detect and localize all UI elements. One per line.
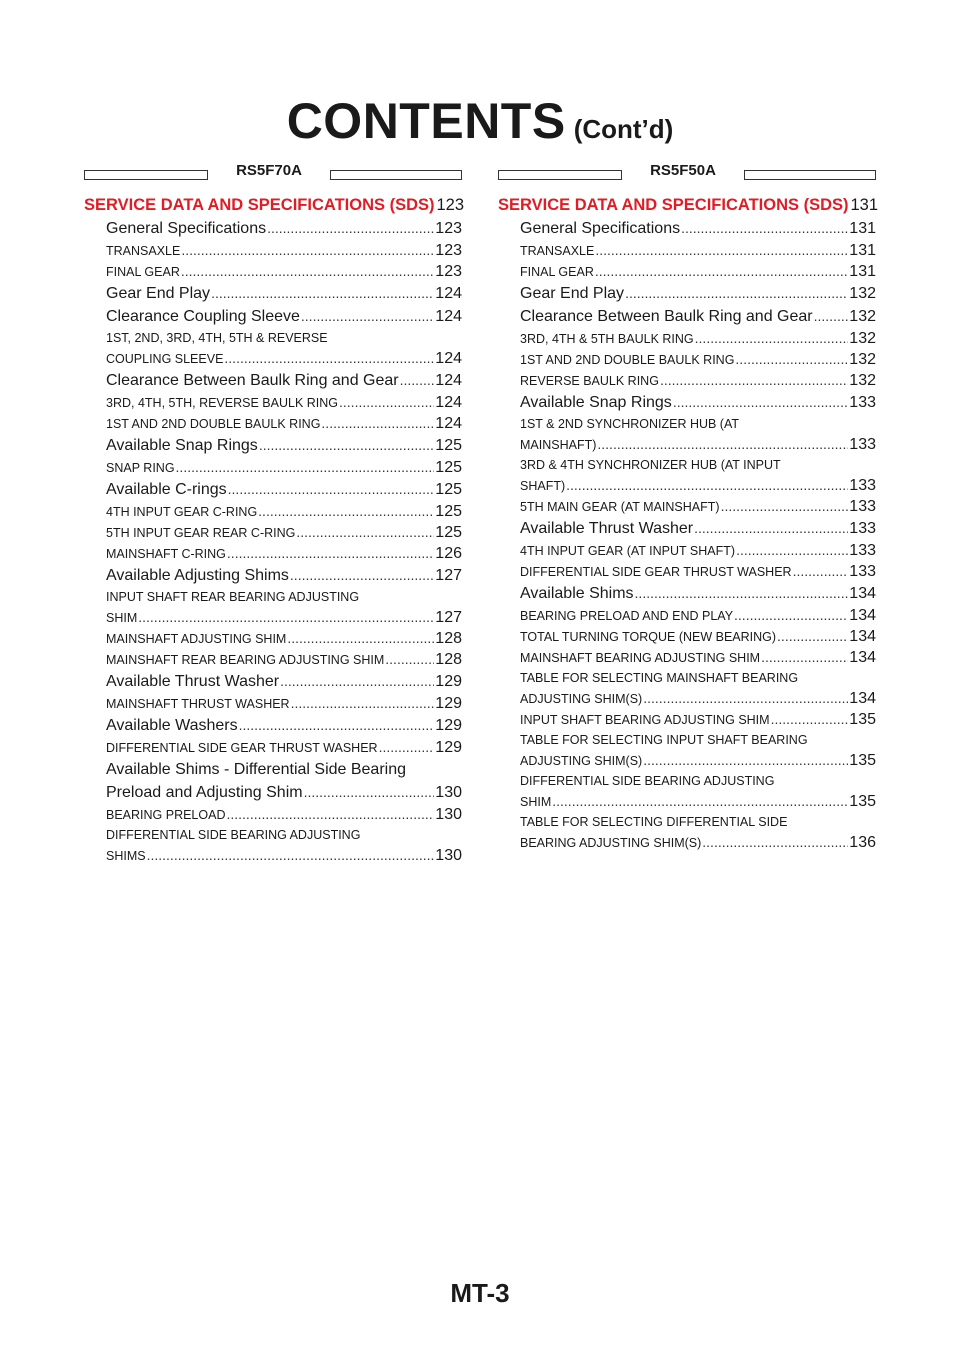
toc-entry[interactable] — [84, 693, 462, 714]
dot-leader — [635, 582, 849, 605]
toc-entry-title: BEARING PRELOAD — [106, 808, 226, 822]
toc-entry-title: SHIMS — [106, 849, 146, 863]
toc-entry-title: TRANSAXLE — [520, 244, 595, 258]
toc-entry-page: 133 — [849, 520, 876, 537]
toc-entry[interactable] — [498, 282, 876, 305]
dot-leader — [595, 240, 848, 260]
toc-entry-title: 3RD, 4TH & 5TH BAULK RING — [520, 332, 694, 346]
toc-entry-title: SERVICE DATA AND SPECIFICATIONS (SDS) — [84, 196, 435, 214]
dot-leader — [296, 522, 434, 542]
toc-entry[interactable] — [498, 305, 876, 328]
toc-entry-title: MAINSHAFT BEARING ADJUSTING SHIM — [520, 651, 761, 665]
dot-leader — [301, 305, 434, 328]
dot-leader — [702, 832, 848, 852]
toc-entry-title: 5TH INPUT GEAR REAR C-RING — [106, 526, 296, 540]
toc-entry-page: 133 — [849, 498, 876, 515]
dot-leader — [771, 709, 849, 729]
toc-entry-title: Clearance Coupling Sleeve — [106, 308, 300, 325]
toc-entry-page: 132 — [849, 372, 876, 389]
toc-entry[interactable] — [84, 804, 462, 825]
toc-entry-title: TOTAL TURNING TORQUE (NEW BEARING) — [520, 630, 777, 644]
dot-leader — [734, 605, 848, 625]
toc-entry-page: 130 — [435, 806, 462, 823]
dot-leader — [304, 781, 435, 804]
toc-entry-page: 135 — [849, 711, 876, 728]
dot-leader — [379, 737, 435, 757]
dot-leader — [681, 217, 848, 240]
page-title — [0, 92, 960, 150]
dot-leader — [566, 475, 848, 495]
toc-entry-continued-text: DIFFERENTIAL SIDE BEARING ADJUSTING — [106, 828, 361, 842]
toc-entry[interactable] — [84, 282, 462, 305]
header-bar-left — [498, 170, 622, 180]
toc-entry-page: 123 — [435, 242, 462, 259]
toc-entry-page: 132 — [849, 308, 876, 325]
toc-entry[interactable] — [498, 647, 876, 668]
toc-entry[interactable] — [84, 781, 462, 804]
dot-leader — [643, 688, 848, 708]
dot-leader — [625, 282, 848, 305]
dot-leader — [147, 845, 435, 865]
toc-entry-continued-text: TABLE FOR SELECTING MAINSHAFT BEARING — [520, 671, 799, 685]
toc-entry-page: 124 — [435, 394, 462, 411]
toc-entry[interactable] — [498, 750, 876, 771]
toc-entry[interactable] — [84, 501, 462, 522]
toc-entry[interactable] — [498, 434, 876, 455]
toc-entry[interactable] — [84, 522, 462, 543]
toc-entry[interactable] — [498, 370, 876, 391]
toc-entry-page: 130 — [435, 784, 462, 801]
toc-entry[interactable] — [498, 217, 876, 240]
dot-leader — [736, 540, 848, 560]
dot-leader — [176, 457, 435, 477]
dot-leader — [239, 714, 435, 737]
toc-entry-continued-text: TABLE FOR SELECTING INPUT SHAFT BEARING — [520, 733, 808, 747]
toc-entry-page: 129 — [435, 695, 462, 712]
toc-entry-page: 123 — [435, 220, 462, 237]
toc-entry-title: MAINSHAFT REAR BEARING ADJUSTING SHIM — [106, 653, 385, 667]
toc-entry-title: SHIM — [520, 795, 552, 809]
dot-leader — [181, 240, 434, 260]
toc-entry[interactable] — [498, 582, 876, 605]
toc-entry[interactable] — [498, 832, 876, 853]
dot-leader — [673, 391, 848, 414]
toc-entry-title: Gear End Play — [106, 285, 211, 302]
toc-entry-page: 132 — [849, 351, 876, 368]
toc-entry[interactable] — [84, 649, 462, 670]
toc-entry-page: 125 — [435, 524, 462, 541]
toc-entry-continued-text: 1ST, 2ND, 3RD, 4TH, 5TH & REVERSE — [106, 331, 328, 345]
toc-entry-title: Available Shims — [520, 585, 634, 602]
toc-entry-page: 123 — [436, 196, 465, 214]
toc-entry[interactable] — [498, 605, 876, 626]
toc-entry-title: DIFFERENTIAL SIDE GEAR THRUST WASHER — [106, 741, 378, 755]
dot-leader — [290, 564, 434, 587]
toc-entry-title: REVERSE BAULK RING — [520, 374, 659, 388]
toc-entry[interactable] — [84, 670, 462, 693]
dot-leader — [181, 261, 434, 281]
section-header-left — [84, 160, 462, 184]
toc-entry-title: ADJUSTING SHIM(S) — [520, 754, 643, 768]
toc-entry-title: MAINSHAFT THRUST WASHER — [106, 697, 290, 711]
toc-entry-title: 3RD, 4TH, 5TH, REVERSE BAULK RING — [106, 396, 339, 410]
toc-column-right — [498, 160, 879, 853]
toc-entry-page: 129 — [435, 739, 462, 756]
toc-entry-title: Available C-rings — [106, 481, 227, 498]
toc-entry-title: COUPLING SLEEVE — [106, 352, 224, 366]
toc-entry-title: 1ST AND 2ND DOUBLE BAULK RING — [520, 353, 735, 367]
dot-leader — [138, 607, 434, 627]
toc-entry-continued-text: INPUT SHAFT REAR BEARING ADJUSTING — [106, 590, 360, 604]
toc-entry-page: 128 — [435, 630, 462, 647]
section-header-right — [498, 160, 876, 184]
toc-entry-continued-text: Available Shims - Differential Side Bearing — [106, 761, 407, 778]
dot-leader — [735, 349, 848, 369]
toc-entry-page: 134 — [849, 585, 876, 602]
toc-entry[interactable] — [84, 217, 462, 240]
toc-entry-page: 124 — [435, 285, 462, 302]
dot-leader — [400, 369, 435, 392]
dot-leader — [287, 628, 434, 648]
toc-entry-page: 124 — [435, 308, 462, 325]
dot-leader — [793, 561, 849, 581]
toc-entries-left — [84, 194, 465, 866]
toc-column-left — [84, 160, 465, 866]
toc-entry[interactable] — [498, 240, 876, 261]
toc-entry-page: 128 — [435, 651, 462, 668]
dot-leader — [259, 434, 434, 457]
toc-entry-page: 124 — [435, 350, 462, 367]
toc-entry-page: 133 — [849, 436, 876, 453]
toc-entry-title: BEARING PRELOAD AND END PLAY — [520, 609, 734, 623]
toc-entry-title: MAINSHAFT C-RING — [106, 547, 226, 561]
toc-entry-title: General Specifications — [520, 220, 681, 237]
toc-entry[interactable] — [498, 709, 876, 730]
dot-leader — [228, 478, 435, 501]
toc-entry-title: Available Washers — [106, 717, 238, 734]
toc-entry-continued-text: 1ST & 2ND SYNCHRONIZER HUB (AT — [520, 417, 740, 431]
toc-entry[interactable] — [498, 328, 876, 349]
toc-entry[interactable] — [498, 688, 876, 709]
toc-entry-page: 127 — [435, 609, 462, 626]
toc-entry-title: Clearance Between Baulk Ring and Gear — [106, 372, 399, 389]
toc-entry-title: SNAP RING — [106, 461, 175, 475]
toc-entry-continued-text: TABLE FOR SELECTING DIFFERENTIAL SIDE — [520, 815, 788, 829]
toc-entry[interactable] — [84, 413, 462, 434]
toc-entry-page: 134 — [849, 628, 876, 645]
toc-entry-title: Available Thrust Washer — [520, 520, 694, 537]
toc-entry-title: SHAFT) — [520, 479, 566, 493]
toc-entry[interactable] — [498, 517, 876, 540]
page-code: MT-3 — [450, 1278, 510, 1308]
toc-entry[interactable] — [84, 737, 462, 758]
toc-entry[interactable] — [84, 240, 462, 261]
toc-entry-title: Available Snap Rings — [106, 437, 258, 454]
toc-entry[interactable] — [84, 434, 462, 457]
toc-entry-title: Preload and Adjusting Shim — [106, 784, 303, 801]
dot-leader — [721, 496, 849, 516]
dot-leader — [695, 328, 849, 348]
toc-entry[interactable] — [498, 194, 879, 217]
toc-entry[interactable] — [84, 261, 462, 282]
toc-entry[interactable] — [498, 561, 876, 582]
dot-leader — [211, 282, 434, 305]
toc-entry-page: 132 — [849, 285, 876, 302]
toc-entry-page: 134 — [849, 607, 876, 624]
toc-entry-page: 125 — [435, 503, 462, 520]
dot-leader — [761, 647, 848, 667]
toc-entry-page: 135 — [849, 752, 876, 769]
dot-leader — [227, 543, 434, 563]
toc-entry-title: Available Thrust Washer — [106, 673, 280, 690]
toc-entry[interactable] — [498, 496, 876, 517]
toc-entry-page: 134 — [849, 649, 876, 666]
dot-leader — [597, 434, 848, 454]
dot-leader — [226, 804, 434, 824]
toc-entry[interactable] — [498, 261, 876, 282]
toc-entry-page: 129 — [435, 673, 462, 690]
toc-entry-page: 127 — [435, 567, 462, 584]
toc-entry-page: 123 — [435, 263, 462, 280]
toc-entry-page: 133 — [849, 563, 876, 580]
toc-entry-title: 4TH INPUT GEAR (AT INPUT SHAFT) — [520, 544, 736, 558]
header-bar-right — [330, 170, 462, 180]
toc-entry-title: Available Adjusting Shims — [106, 567, 289, 584]
toc-entry[interactable] — [84, 607, 462, 628]
toc-entry-title: TRANSAXLE — [106, 244, 181, 258]
toc-entry[interactable] — [84, 194, 465, 217]
toc-entry-title: INPUT SHAFT BEARING ADJUSTING SHIM — [520, 713, 770, 727]
toc-entry-page: 126 — [435, 545, 462, 562]
toc-entry-page: 131 — [849, 242, 876, 259]
toc-entry-page: 134 — [849, 690, 876, 707]
toc-entry-page: 124 — [435, 372, 462, 389]
toc-entry-title: SHIM — [106, 611, 138, 625]
toc-entry-page: 131 — [849, 263, 876, 280]
toc-entry[interactable] — [84, 457, 462, 478]
dot-leader — [595, 261, 848, 281]
title-main: CONTENTS — [286, 93, 566, 149]
toc-entry-title: 1ST AND 2ND DOUBLE BAULK RING — [106, 417, 321, 431]
toc-entry-page: 133 — [849, 542, 876, 559]
dot-leader — [814, 305, 849, 328]
dot-leader — [339, 392, 434, 412]
dot-leader — [694, 517, 848, 540]
toc-entry-title: Available Snap Rings — [520, 394, 672, 411]
toc-entry-continued-text: DIFFERENTIAL SIDE BEARING ADJUSTING — [520, 774, 775, 788]
toc-entry[interactable] — [84, 628, 462, 649]
toc-entry-title: ADJUSTING SHIM(S) — [520, 692, 643, 706]
toc-entry[interactable] — [498, 475, 876, 496]
toc-entry-page: 131 — [850, 196, 879, 214]
toc-entry-page: 130 — [435, 847, 462, 864]
dot-leader — [224, 348, 434, 368]
toc-entry-title: MAINSHAFT) — [520, 438, 597, 452]
toc-entry-title: General Specifications — [106, 220, 267, 237]
dot-leader — [660, 370, 848, 390]
header-bar-left — [84, 170, 208, 180]
toc-entry-page: 129 — [435, 717, 462, 734]
toc-entry-page: 125 — [435, 437, 462, 454]
toc-entry-title: 4TH INPUT GEAR C-RING — [106, 505, 258, 519]
section-label-right: RS5F50A — [650, 162, 716, 179]
toc-entry[interactable] — [84, 543, 462, 564]
toc-entry-title: FINAL GEAR — [106, 265, 180, 279]
toc-entry[interactable] — [84, 392, 462, 413]
dot-leader — [258, 501, 434, 521]
dot-leader — [267, 217, 434, 240]
toc-entry[interactable] — [498, 391, 876, 414]
toc-entry-title: MAINSHAFT ADJUSTING SHIM — [106, 632, 287, 646]
title-sub: (Cont’d) — [573, 114, 674, 144]
toc-entry-page: 132 — [849, 330, 876, 347]
dot-leader — [643, 750, 848, 770]
toc-entry-title: BEARING ADJUSTING SHIM(S) — [520, 836, 702, 850]
dot-leader — [321, 413, 434, 433]
dot-leader — [280, 670, 434, 693]
toc-entry[interactable] — [498, 540, 876, 561]
toc-entry[interactable] — [84, 564, 462, 587]
toc-entry-page: 125 — [435, 481, 462, 498]
toc-entry[interactable] — [498, 791, 876, 812]
toc-entry[interactable] — [84, 305, 462, 328]
toc-entry[interactable] — [84, 845, 462, 866]
toc-entry-page: 133 — [849, 394, 876, 411]
toc-entry-continued-text: 3RD & 4TH SYNCHRONIZER HUB (AT INPUT — [520, 458, 781, 472]
toc-entry-title: Gear End Play — [520, 285, 625, 302]
toc-entry[interactable] — [84, 714, 462, 737]
dot-leader — [552, 791, 848, 811]
toc-entry-title: FINAL GEAR — [520, 265, 594, 279]
toc-entry-page: 133 — [849, 477, 876, 494]
dot-leader — [385, 649, 434, 669]
toc-entry-page: 124 — [435, 415, 462, 432]
toc-entry-title: SERVICE DATA AND SPECIFICATIONS (SDS) — [498, 196, 849, 214]
toc-entry-page: 135 — [849, 793, 876, 810]
toc-entry-page: 125 — [435, 459, 462, 476]
toc-entry-title: 5TH MAIN GEAR (AT MAINSHAFT) — [520, 500, 720, 514]
dot-leader — [291, 693, 435, 713]
toc-entry[interactable] — [84, 478, 462, 501]
toc-entry[interactable] — [498, 349, 876, 370]
toc-entry-page: 131 — [849, 220, 876, 237]
toc-entry-title: DIFFERENTIAL SIDE GEAR THRUST WASHER — [520, 565, 792, 579]
toc-entry[interactable] — [498, 626, 876, 647]
toc-entry[interactable] — [84, 348, 462, 369]
dot-leader — [777, 626, 848, 646]
toc-entry[interactable] — [84, 369, 462, 392]
section-label-left: RS5F70A — [236, 162, 302, 179]
header-bar-right — [744, 170, 876, 180]
toc-entry-page: 136 — [849, 834, 876, 851]
toc-entry-title: Clearance Between Baulk Ring and Gear — [520, 308, 813, 325]
toc-entries-right — [498, 194, 879, 853]
